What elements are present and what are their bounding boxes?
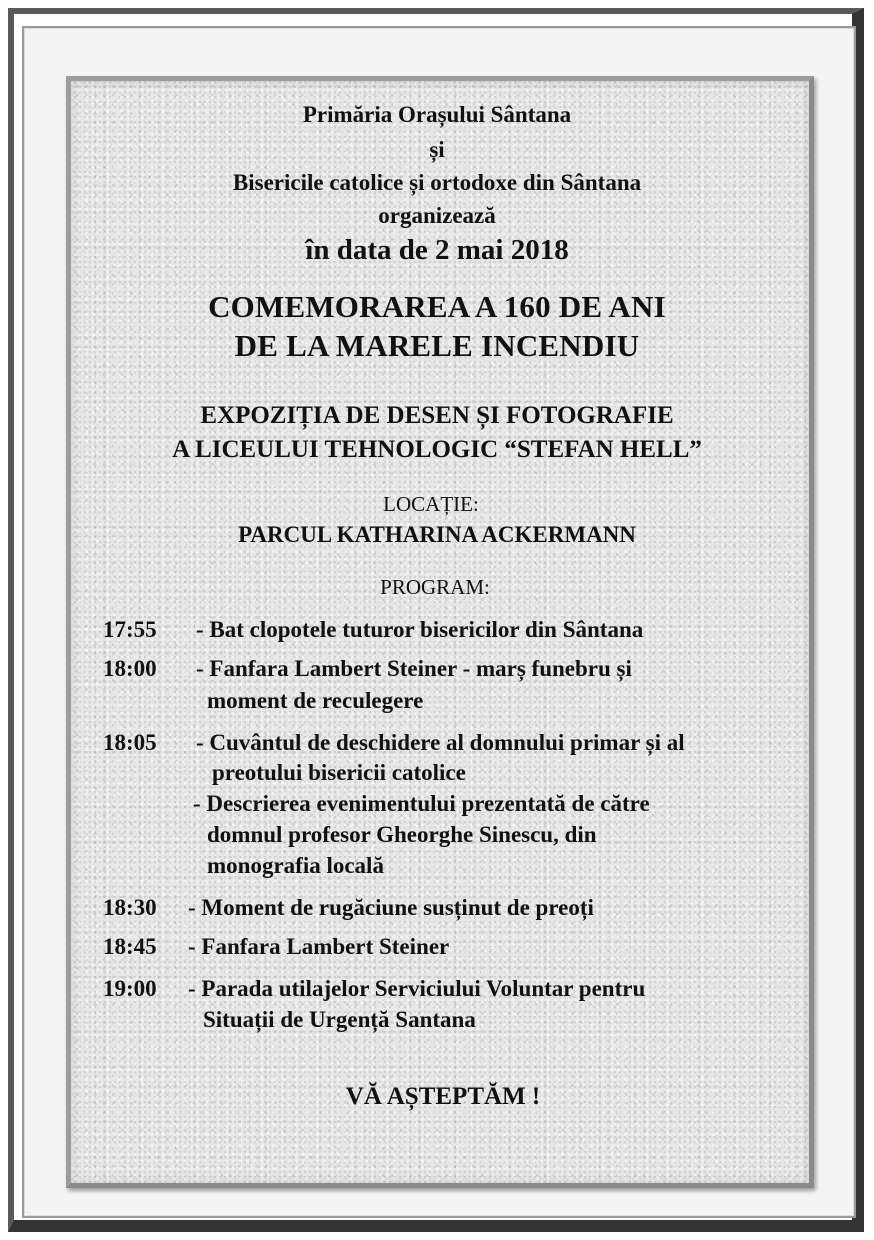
program-time-1830: 18:30: [103, 895, 157, 920]
program-item-1805-line-1: - Cuvântul de deschidere al domnului primar și al: [196, 730, 685, 755]
location-label: LOCAȚIE:: [383, 492, 479, 516]
exhibition-line-2: A LICEULUI TEHNOLOGIC “STEFAN HELL”: [172, 436, 702, 463]
program-item-1830: - Moment de rugăciune susținut de preoți: [188, 895, 594, 920]
event-date: în data de 2 mai 2018: [305, 234, 569, 266]
program-item-1900-line-2: Situații de Urgență Santana: [203, 1007, 476, 1032]
program-item-1805-line-5: monografia locală: [207, 853, 384, 878]
program-item-1800-line-2: moment de reculegere: [207, 688, 424, 713]
organizer-conjunction: și: [429, 137, 445, 162]
organizer-verb: organizează: [378, 203, 496, 228]
program-item-1755: - Bat clopotele tuturor bisericilor din Sântana: [196, 617, 644, 642]
title-line-1: COMEMORAREA A 160 DE ANI: [208, 289, 666, 324]
program-item-1805-line-2: preotului bisericii catolice: [212, 760, 466, 785]
title-line-2: DE LA MARELE INCENDIU: [234, 328, 640, 363]
program-time-1845: 18:45: [103, 934, 157, 959]
program-label: PROGRAM:: [380, 575, 490, 599]
program-time-1800: 18:00: [103, 656, 157, 681]
program-time-1755: 17:55: [103, 617, 157, 642]
location-value: PARCUL KATHARINA ACKERMANN: [238, 522, 636, 547]
program-item-1805-line-3: - Descrierea evenimentului prezentată de către: [193, 791, 650, 816]
program-item-1900-line-1: - Parada utilajelor Serviciului Voluntar pentru: [188, 976, 646, 1001]
program-time-1805: 18:05: [103, 730, 157, 755]
organizer-primaria: Primăria Orașului Sântana: [302, 102, 572, 127]
program-item-1805-line-4: domnul profesor Gheorghe Sinescu, din: [207, 822, 597, 847]
organizer-churches: Bisericile catolice și ortodoxe din Sântana: [232, 170, 642, 195]
program-time-1900: 19:00: [103, 976, 157, 1001]
program-item-1845: - Fanfara Lambert Steiner: [188, 934, 450, 959]
exhibition-line-1: EXPOZIȚIA DE DESEN ȘI FOTOGRAFIE: [200, 402, 674, 429]
program-item-1800-line-1: - Fanfara Lambert Steiner - marș funebru și: [196, 656, 632, 681]
closing-invitation: VĂ AȘTEPTĂM !: [345, 1083, 541, 1110]
